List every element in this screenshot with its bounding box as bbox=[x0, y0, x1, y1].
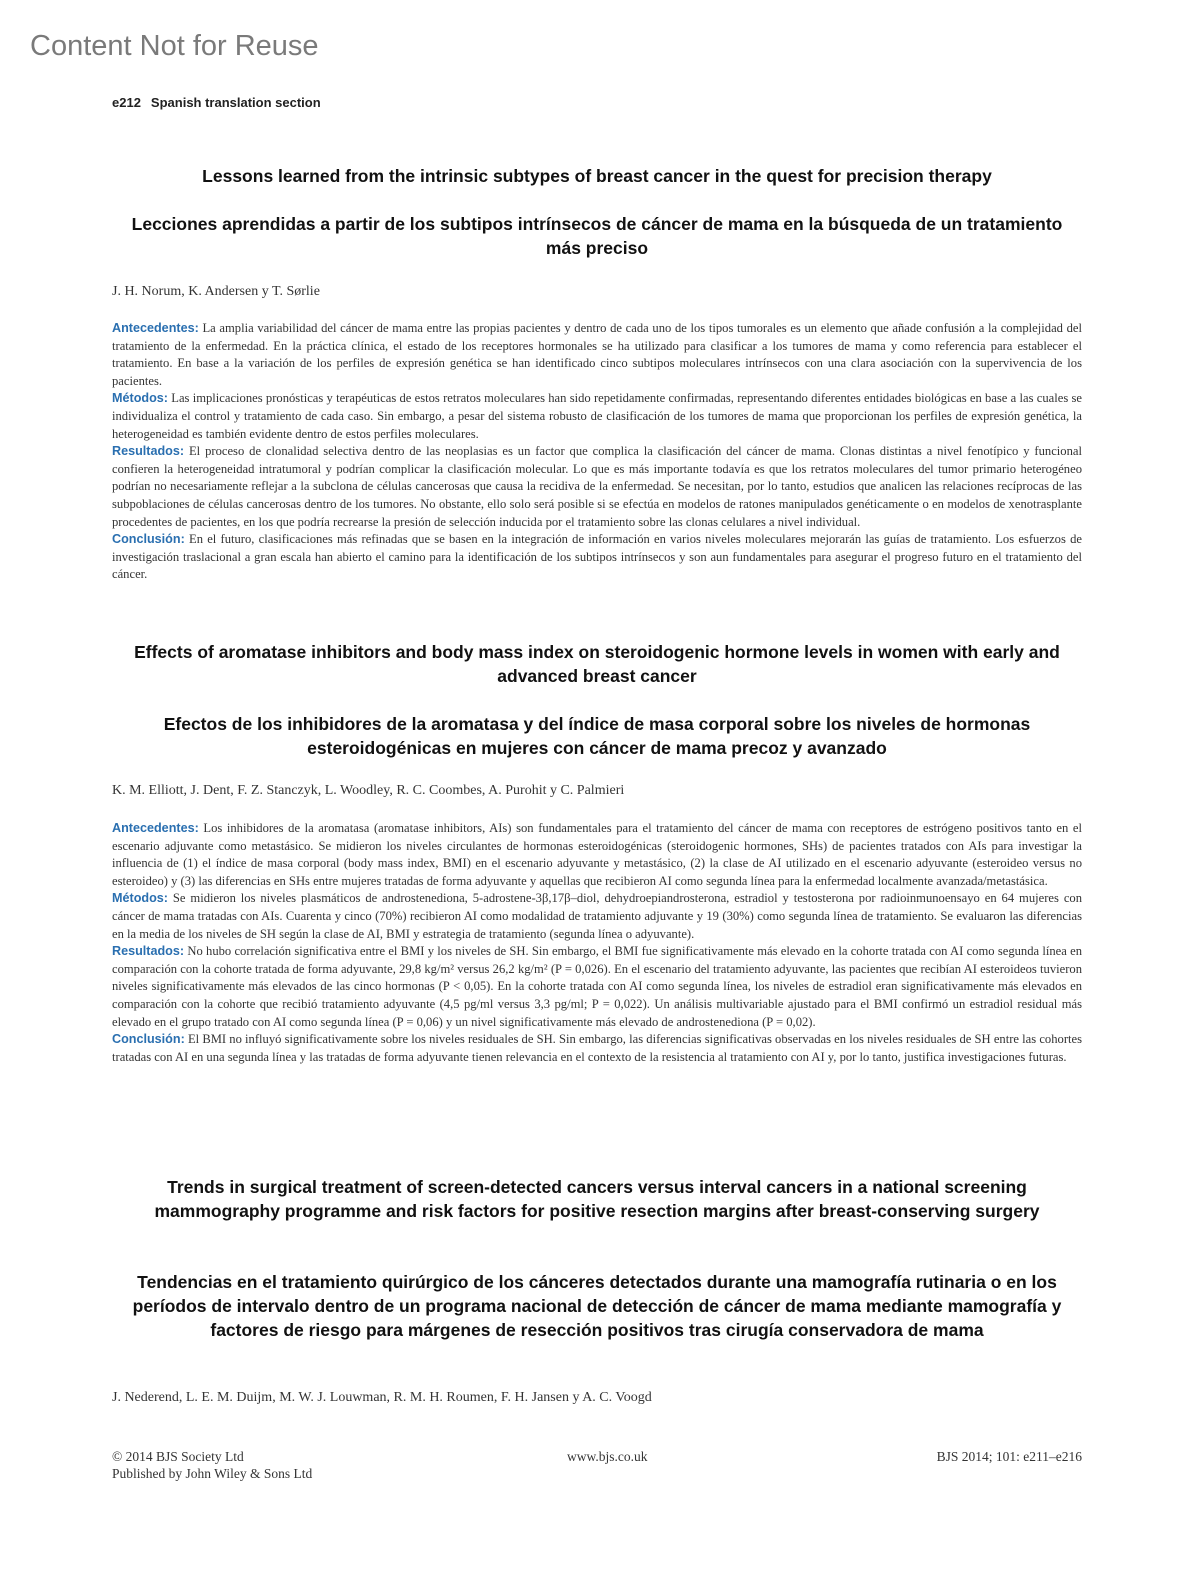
abstract-metodos bbox=[112, 390, 1082, 443]
journal-url[interactable]: www.bjs.co.uk bbox=[567, 1449, 648, 1464]
watermark: Content Not for Reuse bbox=[30, 30, 319, 62]
text-antecedentes: Los inhibidores de la aromatasa (aromatase inhibitors, AIs) son fundamentales para el tratamiento del cáncer de mama con receptores de estrógeno positivos tanto en el escenario adjuvante como metastásico. Se midieron los niveles circulantes de hormonas esteroidogénicas (steroidogenic hormones, SHs) de pacientes tratados con AIs para investigar la influencia de (1) el índice de masa corporal (body mass index, BMI) en el escenario adyuvante y metastásico, (2) la clase de AI utilizado en el escenario adyuvante (esteroideo versus no esteroideo) y (3) las diferencias en SHs entre mujeres tratadas de forma adyuvante y aquellas que recibieron AI como segunda línea para la enfermedad localmente avanzada/metastásica. bbox=[112, 821, 1082, 888]
article-1-abstract bbox=[112, 320, 1082, 584]
text-conclusion: En el futuro, clasificaciones más refinadas que se basen en la integración de información en varios niveles moleculares mejorarán las guías de tratamiento. Los esfuerzos de investigación traslacional a gran escala han abierto el camino para la identificación de los subtipos intrínsecos y son aun fundamentales para asegurar el progreso futuro en el tratamiento del cáncer. bbox=[112, 532, 1082, 582]
article-3-authors: J. Nederend, L. E. M. Duijm, M. W. J. Louwman, R. M. H. Roumen, F. H. Jansen y A. C. Voogd bbox=[112, 1390, 652, 1405]
article-2-abstract bbox=[112, 820, 1082, 1066]
label-antecedentes: Antecedentes: bbox=[112, 321, 199, 335]
article-1-authors: J. H. Norum, K. Andersen y T. Sørlie bbox=[112, 284, 320, 299]
article-1-title-en: Lessons learned from the intrinsic subtypes of breast cancer in the quest for precision therapy bbox=[202, 166, 992, 186]
label-conclusion: Conclusión: bbox=[112, 1032, 185, 1047]
running-head bbox=[112, 95, 321, 110]
text-resultados: El proceso de clonalidad selectiva dentro de las neoplasias es un factor que complica la clasificación del cáncer de mama. Clonas distintas a nivel fenotípico y funcional confieren la heterogeneidad intratumoral y podrían complicar la clasificación molecular. Lo que es más importante todavía es que los retratos moleculares del tumor primario heterogéneo podrían no necesariamente reflejar a la subclona de células cancerosas que causa la recidiva de la enfermedad. Se necesitan, por lo tanto, estudios que analicen las relaciones recíprocas de las subpoblaciones de células cancerosas dentro de los tumores. No obstante, ello solo será posible si se efectúa en modelos de ratones manipulados genéticamente o en modelos de xenotrasplante procedentes de pacientes, en los que podría recrearse la presión de selección inducida por el tratamiento sobre las clonas celulares a nivel individual. bbox=[112, 444, 1082, 529]
article-2-authors: K. M. Elliott, J. Dent, F. Z. Stanczyk, L. Woodley, R. C. Coombes, A. Purohit y C. Palmieri bbox=[112, 783, 625, 798]
text-antecedentes: La amplia variabilidad del cáncer de mama entre las propias pacientes y dentro de cada uno de los tipos tumorales es un elemento que añade confusión a la complejidad del tratamiento de la enfermedad. En la práctica clínica, el estado de los receptores hormonales se ha utilizado para clasificar a los tumores de mama y como referencia para establecer el tratamiento. En base a la variación de los perfiles de expresión genética se han identificado cinco subtipos moleculares intrínsecos con una clara asociación con la supervivencia de los pacientes. bbox=[112, 321, 1082, 388]
abstract-conclusion bbox=[112, 1031, 1082, 1066]
abstract-metodos bbox=[112, 890, 1082, 943]
article-3-title-en: Trends in surgical treatment of screen-detected cancers versus interval cancers in a national screening mammography programme and risk factors for positive resection margins after breast-conserving surgery bbox=[154, 1177, 1040, 1221]
article-2-title-en: Effects of aromatase inhibitors and body mass index on steroidogenic hormone levels in women with early and advanced breast cancer bbox=[134, 642, 1060, 686]
text-metodos: Se midieron los niveles plasmáticos de androstenediona, 5-adrostene-3β,17β–diol, dehydroepiandrosterona, estradiol y testosterona por radioinmunoensayo en 64 mujeres con cáncer de mama tratadas con AIs. Cuarenta y cinco (70%) recibieron AI como modalidad de tratamiento adjuvante y 19 (30%) como segunda línea de tratamiento. Se evaluaron las diferencias en la media de los niveles de SH según la clase de AI, BMI y estrategia de tratamiento (segunda línea o adyuvante). bbox=[112, 891, 1083, 941]
footer-left bbox=[112, 1448, 312, 1482]
text-metodos: Las implicaciones pronósticas y terapéuticas de estos retratos moleculares han sido repetidamente confirmadas, representando diferentes entidades biológicas en base a las cuales se individualiza el control y tratamiento de cada caso. Sin embargo, a pesar del sistema robusto de clasificación de los tumores de mama que proporcionan los perfiles de expresión genética, la heterogeneidad es también evidente dentro de estos perfiles moleculares. bbox=[112, 391, 1082, 441]
label-resultados: Resultados: bbox=[112, 944, 185, 959]
label-metodos: Métodos: bbox=[112, 391, 168, 406]
text-conclusion: El BMI no influyó significativamente sobre los niveles residuales de SH. Sin embargo, las diferencias significativas observadas en los niveles residuales de SH entre las cohortes tratadas con AI en una segunda línea y las tratadas de forma adyuvante tienen relevancia en el contexto de la resistencia al tratamiento con AI y, por lo tanto, justifica investigaciones futuras. bbox=[112, 1032, 1083, 1064]
abstract-antecedentes bbox=[112, 820, 1082, 890]
label-resultados: Resultados: bbox=[112, 444, 185, 459]
abstract-conclusion bbox=[112, 531, 1082, 584]
copyright: © 2014 BJS Society Ltd bbox=[112, 1449, 244, 1464]
publisher: Published by John Wiley & Sons Ltd bbox=[112, 1466, 313, 1481]
label-metodos: Métodos: bbox=[112, 891, 168, 906]
text-resultados: No hubo correlación significativa entre el BMI y los niveles de SH. Sin embargo, el BMI fue significativamente más elevado en la cohorte tratada con AI como segunda línea en comparación con la cohorte tratada de forma adyuvante, 29,8 kg/m² versus 26,2 kg/m² (P = 0,026). En el escenario del tratamiento adyuvante, las pacientes que recibían AI esteroideos tuvieron niveles significativamente más elevados de las cinco hormonas (P < 0,05). En la cohorte tratada con AI como segunda línea, los niveles de estradiol eran significativamente más elevados en comparación con la cohorte que recibió tratamiento adyuvante (4,5 pg/ml versus 3,3 pg/ml; P = 0,022). Un análisis multivariable ajustado para el BMI confirmó un estradiol residual más elevado en el grupo tratado con AI como segunda línea (P = 0,06) y un nivel significativamente más elevado de androstenediona (P = 0,02). bbox=[112, 944, 1082, 1029]
article-1-title-es: Lecciones aprendidas a partir de los subtipos intrínsecos de cáncer de mama en la búsqueda de un tratamiento más preciso bbox=[131, 214, 1063, 258]
page-number: e212 bbox=[112, 95, 141, 110]
section-title: Spanish translation section bbox=[150, 95, 321, 110]
label-conclusion: Conclusión: bbox=[112, 532, 185, 547]
abstract-resultados bbox=[112, 943, 1082, 1031]
abstract-antecedentes bbox=[112, 320, 1082, 390]
citation: BJS 2014; 101: e211–e216 bbox=[936, 1449, 1082, 1464]
article-2-title-es: Efectos de los inhibidores de la aromatasa y del índice de masa corporal sobre los niveles de hormonas esteroidogénicas en mujeres con cáncer de mama precoz y avanzado bbox=[163, 714, 1031, 758]
article-3-title-es: Tendencias en el tratamiento quirúrgico de los cánceres detectados durante una mamografía rutinaria o en los períodos de intervalo dentro de un programa nacional de detección de cáncer de mama mediante mamografía y factores de riesgo para márgenes de resección positivos tras cirugía conservadora de mama bbox=[132, 1272, 1062, 1340]
label-antecedentes: Antecedentes: bbox=[112, 821, 199, 835]
abstract-resultados bbox=[112, 443, 1082, 531]
